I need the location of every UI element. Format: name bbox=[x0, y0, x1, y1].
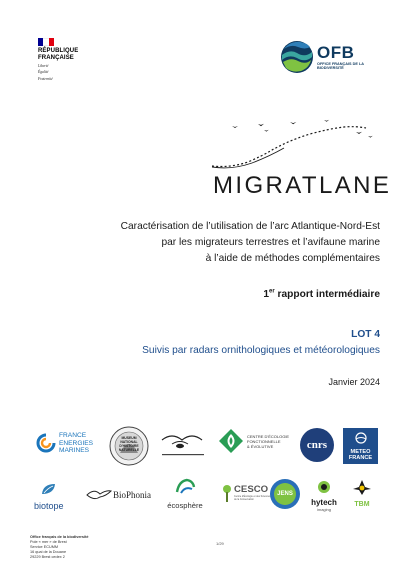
hytech-text: hytech bbox=[311, 498, 337, 507]
tbm-logo bbox=[345, 478, 379, 509]
footer-line-3: Service ECUMM bbox=[30, 545, 59, 549]
cesco-logo bbox=[222, 483, 272, 503]
biophonia-logo bbox=[86, 487, 151, 503]
fem-line-3: MARINES bbox=[59, 447, 90, 455]
lot-subtitle: Suivis par radars ornithologiques et météorologiques bbox=[142, 345, 380, 356]
cefe-line-1: CENTRE D'ÉCOLOGIE bbox=[247, 433, 290, 439]
cefe-leaf-icon bbox=[218, 428, 244, 454]
cnrs-logo bbox=[300, 428, 334, 462]
republique-motto-1: Liberté bbox=[38, 64, 49, 68]
ecosphere-logo bbox=[160, 478, 210, 510]
hytech-logo bbox=[306, 480, 342, 512]
republique-motto-3: Fraternité bbox=[38, 76, 53, 81]
meteo-sun-icon bbox=[355, 432, 367, 444]
title-line-1: Caractérisation de l’utilisation de l’arc Atlantique-Nord-Est bbox=[120, 221, 380, 232]
title-line-3: à l’aide de méthodes complémentaires bbox=[205, 253, 380, 264]
sea-birds-partner-logo bbox=[158, 430, 208, 460]
meteo-line-1: METEO bbox=[350, 449, 371, 455]
ecosphere-sphere-icon bbox=[173, 478, 197, 496]
footer-line-2: Pole « mer » de Brest bbox=[30, 540, 67, 544]
jens-logo bbox=[270, 479, 300, 509]
jens-text: JENS bbox=[277, 491, 293, 497]
ofb-name: OFB bbox=[317, 42, 355, 62]
biotope-text: biotope bbox=[34, 501, 64, 511]
footer-line-4: 16 quai de la Douane bbox=[30, 550, 67, 554]
biotope-logo bbox=[34, 482, 64, 511]
museum-line-2: NATIONAL D'HISTOIRE bbox=[119, 440, 139, 448]
cesco-text: CESCO bbox=[234, 484, 269, 495]
french-flag-icon bbox=[38, 38, 54, 46]
cnrs-text: cnrs bbox=[306, 439, 328, 451]
fem-line-2: ENERGIES bbox=[59, 439, 94, 447]
biophonia-bird-icon bbox=[86, 487, 112, 503]
cefe-line-3: & ÉVOLUTIVE bbox=[247, 443, 274, 449]
republique-motto-2: Égalité bbox=[38, 70, 49, 75]
footer-org: Office français de la biodiversité bbox=[30, 535, 89, 539]
museum-logo bbox=[108, 425, 150, 467]
biophonia-text: BioPhonia bbox=[113, 490, 152, 500]
report-ordinal: 1 bbox=[263, 289, 270, 300]
footer-line-5: 29229 Brest cedex 2 bbox=[30, 555, 65, 559]
cesco-tree-icon bbox=[222, 483, 232, 503]
fem-swirl-icon bbox=[36, 433, 56, 453]
republique-francaise-logo bbox=[38, 38, 98, 81]
ofb-logo bbox=[280, 40, 381, 74]
museum-line-1: MUSEUM bbox=[121, 436, 137, 440]
project-name: MIGRATLANE bbox=[213, 172, 392, 199]
biotope-leaf-icon bbox=[39, 482, 59, 496]
meteo-france-logo bbox=[343, 428, 378, 464]
hytech-eye-icon bbox=[316, 480, 332, 494]
page-number: 1/29 bbox=[216, 541, 224, 546]
ecosphere-text: écosphère bbox=[167, 501, 203, 510]
tbm-text: TBM bbox=[354, 501, 370, 508]
ofb-subtitle: OFFICE FRANÇAIS DE LA BIODIVERSITÉ bbox=[317, 61, 364, 70]
cefe-line-2: FONCTIONNELLE bbox=[247, 438, 281, 444]
ofb-globe-icon bbox=[280, 40, 314, 74]
republique-title-line2: FRANÇAISE bbox=[38, 55, 74, 61]
report-date: Janvier 2024 bbox=[328, 377, 380, 387]
report-title bbox=[40, 219, 380, 267]
lot-label: LOT 4 bbox=[351, 329, 380, 340]
hytech-subtitle: imaging bbox=[316, 507, 331, 512]
title-line-2: par les migrateurs terrestres et l’avifaune marine bbox=[161, 237, 380, 248]
report-label: rapport intermédiaire bbox=[277, 289, 380, 300]
cesco-subtitle: Centre d'Écologie et des Sciences de la Conservation bbox=[234, 495, 271, 501]
footer-address bbox=[30, 535, 88, 560]
report-ordinal-suffix: er bbox=[269, 288, 275, 295]
tbm-bird-icon bbox=[351, 478, 373, 496]
museum-line-3: NATURELLE bbox=[118, 448, 140, 452]
france-energies-marines-logo bbox=[36, 432, 93, 455]
republique-title-line1: RÉPUBLIQUE bbox=[38, 48, 79, 54]
fem-line-1: FRANCE bbox=[59, 432, 87, 439]
migratlane-birds-logo bbox=[210, 118, 380, 170]
report-number bbox=[40, 289, 380, 300]
meteo-line-2: FRANCE bbox=[348, 455, 373, 462]
cefe-logo bbox=[218, 428, 289, 454]
